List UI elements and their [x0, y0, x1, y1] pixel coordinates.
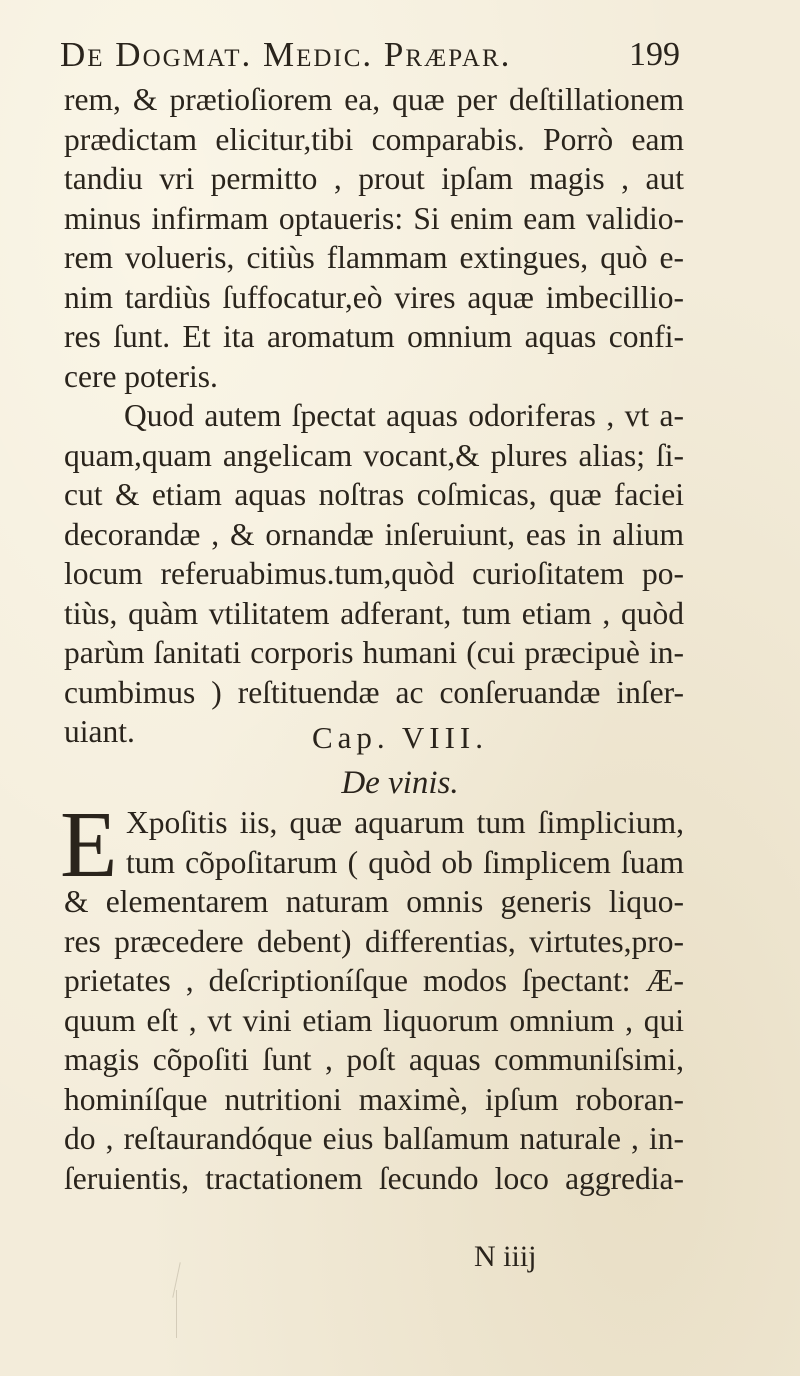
text-line: do , reſtaurandóque eius balſamum naturale , in- — [64, 1121, 684, 1156]
text-line: parùm ſanitati corporis humani (cui præcipuè in- — [64, 635, 684, 670]
running-head — [60, 30, 680, 80]
text-line: tandiu vri permitto , prout ipſam magis , aut — [64, 161, 684, 196]
text-line: locum referuabimus.tum,quòd curioſitatem po- — [64, 556, 684, 591]
text-line: cut & etiam aquas noſtras coſmicas, quæ faciei — [64, 477, 684, 512]
text-line: prietates , deſcriptioníſque modos ſpectant: Æ- — [64, 963, 684, 998]
show-through-mark — [176, 1290, 177, 1338]
paragraph-continuation — [64, 80, 684, 396]
chapter-subtitle: De vinis. — [341, 765, 459, 801]
text-line: uiant. — [64, 714, 135, 749]
text-line: rem volueris, citiùs flammam extingues, quò e- — [64, 240, 684, 275]
signature-mark: N iiij — [474, 1240, 537, 1273]
text-line: ſeruientis, tractationem ſecundo loco aggredia- — [64, 1160, 684, 1196]
chapter-paragraph — [64, 803, 684, 1198]
running-title: De Dogmat. Medic. Præpar. — [60, 35, 512, 74]
text-line: prædictam elicitur,tibi comparabis. Porrò eam — [64, 121, 684, 157]
text-line: minus infirmam optaueris: Si enim eam validio- — [64, 200, 684, 236]
chapter-heading: Cap. VIII. — [312, 720, 488, 755]
text-line: quum eſt , vt vini etiam liquorum omnium , qui — [64, 1002, 684, 1038]
drop-cap-initial: E — [60, 793, 118, 897]
text-line: tiùs, quàm vtilitatem adferant, tum etiam , quòd — [64, 595, 684, 631]
text-line: res ſunt. Et ita aromatum omnium aquas confi- — [64, 319, 684, 354]
page-number: 199 — [629, 36, 680, 73]
text-line: decorandæ , & ornandæ inſeruiunt, eas in alium — [64, 516, 684, 552]
text-line: cumbimus ) reſtituendæ ac conſeruandæ inſer- — [64, 674, 684, 710]
text-line: & elementarem naturam omnis generis liquo- — [64, 884, 684, 919]
text-line: rem, & prætioſiorem ea, quæ per deſtillationem — [64, 82, 684, 117]
text-line: res præcedere debent) differentias, virtutes,pro- — [64, 923, 684, 959]
text-line: hominíſque nutritioni maximè, ipſum roboran- — [64, 1081, 684, 1117]
text-line: tum cõpoſitarum ( quòd ob ſimplicem ſuam — [126, 844, 684, 880]
text-line: cere poteris. — [64, 358, 218, 394]
paragraph-aquae-odoriferae — [64, 396, 684, 752]
text-line: Quod autem ſpectat aquas odoriferas , vt a- — [124, 398, 684, 433]
text-line: quam,quam angelicam vocant,& plures alias; ſi- — [64, 437, 684, 473]
text-line: nim tardiùs ſuffocatur,eò vires aquæ imbecillio- — [64, 279, 684, 315]
text-line: magis cõpoſiti ſunt , poſt aquas communiſsimi, — [64, 1042, 684, 1077]
text-line: Xpoſitis iis, quæ aquarum tum ſimplicium, — [126, 805, 684, 840]
